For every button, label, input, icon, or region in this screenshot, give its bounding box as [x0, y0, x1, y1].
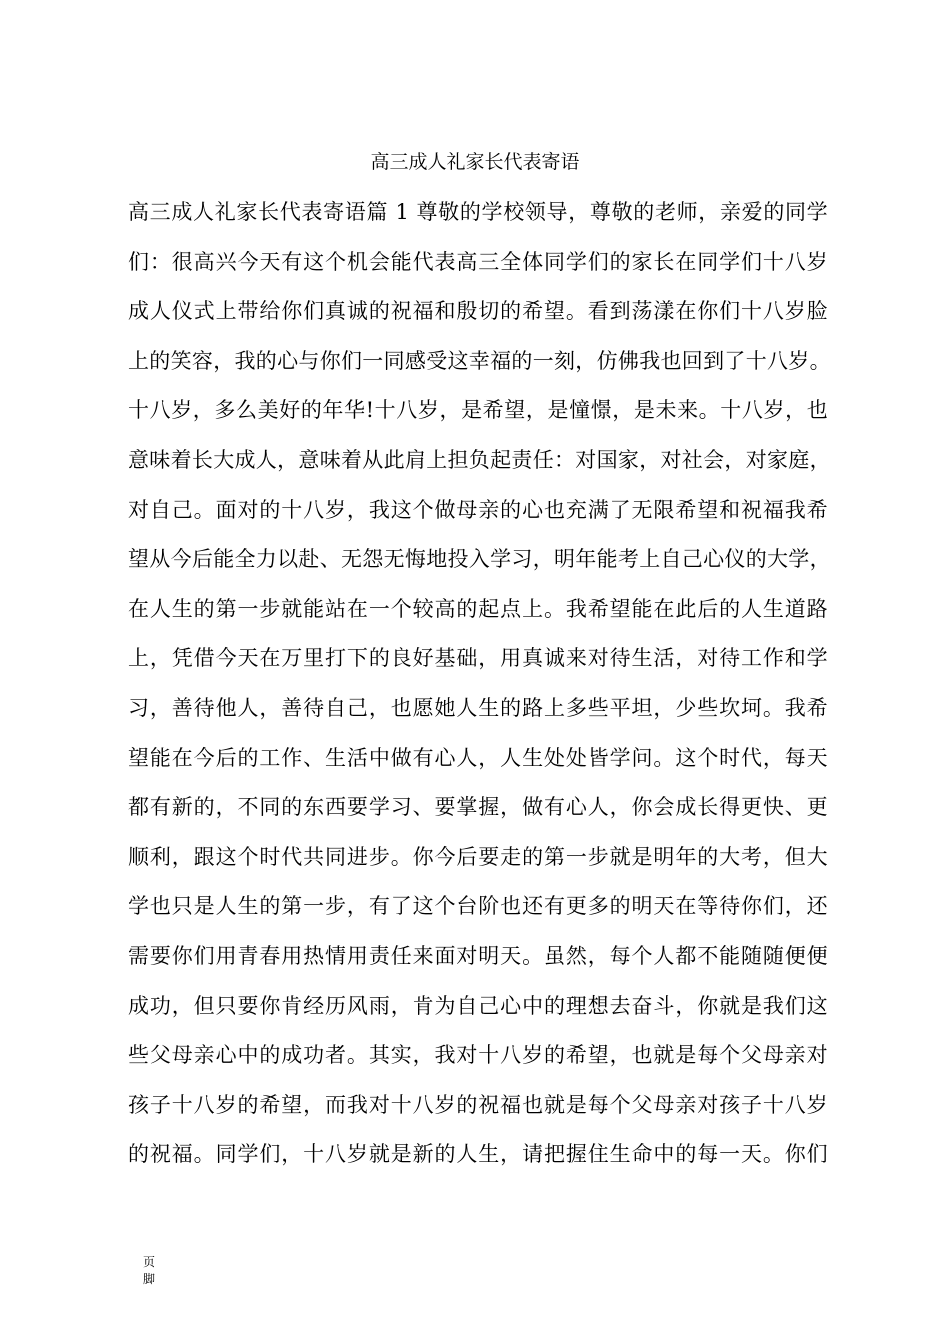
body-line: 意味着长大成人，意味着从此肩上担负起责任：对国家，对社会，对家庭，: [128, 447, 831, 472]
body-line: 十八岁，多么美好的年华!十八岁，是希望，是憧憬，是未来。十八岁，也: [128, 398, 828, 423]
body-line: 望能在今后的工作、生活中做有心人，人生处处皆学问。这个时代，每天: [128, 745, 828, 770]
body-line: 上，凭借今天在万里打下的良好基础，用真诚来对待生活，对待工作和学: [128, 646, 828, 671]
body-line: 望从今后能全力以赴、无怨无悔地投入学习，明年能考上自己心仪的大学，: [128, 547, 831, 572]
document-title: 高三成人礼家长代表寄语: [370, 151, 580, 173]
body-line: 孩子十八岁的希望，而我对十八岁的祝福也就是每个父母亲对孩子十八岁: [128, 1092, 828, 1117]
body-line: 都有新的，不同的东西要学习、要掌握，做有心人，你会成长得更快、更: [128, 795, 828, 820]
body-line: 的祝福。同学们，十八岁就是新的人生，请把握住生命中的每一天。你们: [128, 1142, 828, 1167]
body-line: 习，善待他人，善待自己，也愿她人生的路上多些平坦，少些坎坷。我希: [128, 695, 828, 720]
footer-text: 脚: [142, 1272, 155, 1286]
body-line: 对自己。面对的十八岁，我这个做母亲的心也充满了无限希望和祝福我希: [128, 497, 828, 522]
footer-text: 页: [142, 1255, 155, 1269]
body-line: 学也只是人生的第一步，有了这个台阶也还有更多的明天在等待你们，还: [128, 894, 828, 919]
body-line: 顺利，跟这个时代共同进步。你今后要走的第一步就是明年的大考，但大: [128, 844, 828, 869]
body-line: 需要你们用青春用热情用责任来面对明天。虽然，每个人都不能随随便便: [128, 943, 828, 968]
body-line: 高三成人礼家长代表寄语篇 1 尊敬的学校领导，尊敬的老师，亲爱的同学: [128, 200, 828, 224]
body-line: 些父母亲心中的成功者。其实，我对十八岁的希望，也就是每个父母亲对: [128, 1043, 828, 1068]
body-line: 们：很高兴今天有这个机会能代表高三全体同学们的家长在同学们十八岁: [128, 249, 828, 274]
body-line: 成功，但只要你肯经历风雨，肯为自己心中的理想去奋斗，你就是我们这: [128, 993, 828, 1018]
page-footer: [140, 1254, 158, 1288]
body-line: 在人生的第一步就能站在一个较高的起点上。我希望能在此后的人生道路: [128, 596, 828, 621]
body-line: 成人仪式上带给你们真诚的祝福和殷切的希望。看到荡漾在你们十八岁脸: [128, 299, 828, 324]
body-line: 上的笑容，我的心与你们一同感受这幸福的一刻，仿佛我也回到了十八岁。: [128, 348, 831, 373]
document-body: [128, 194, 831, 1186]
